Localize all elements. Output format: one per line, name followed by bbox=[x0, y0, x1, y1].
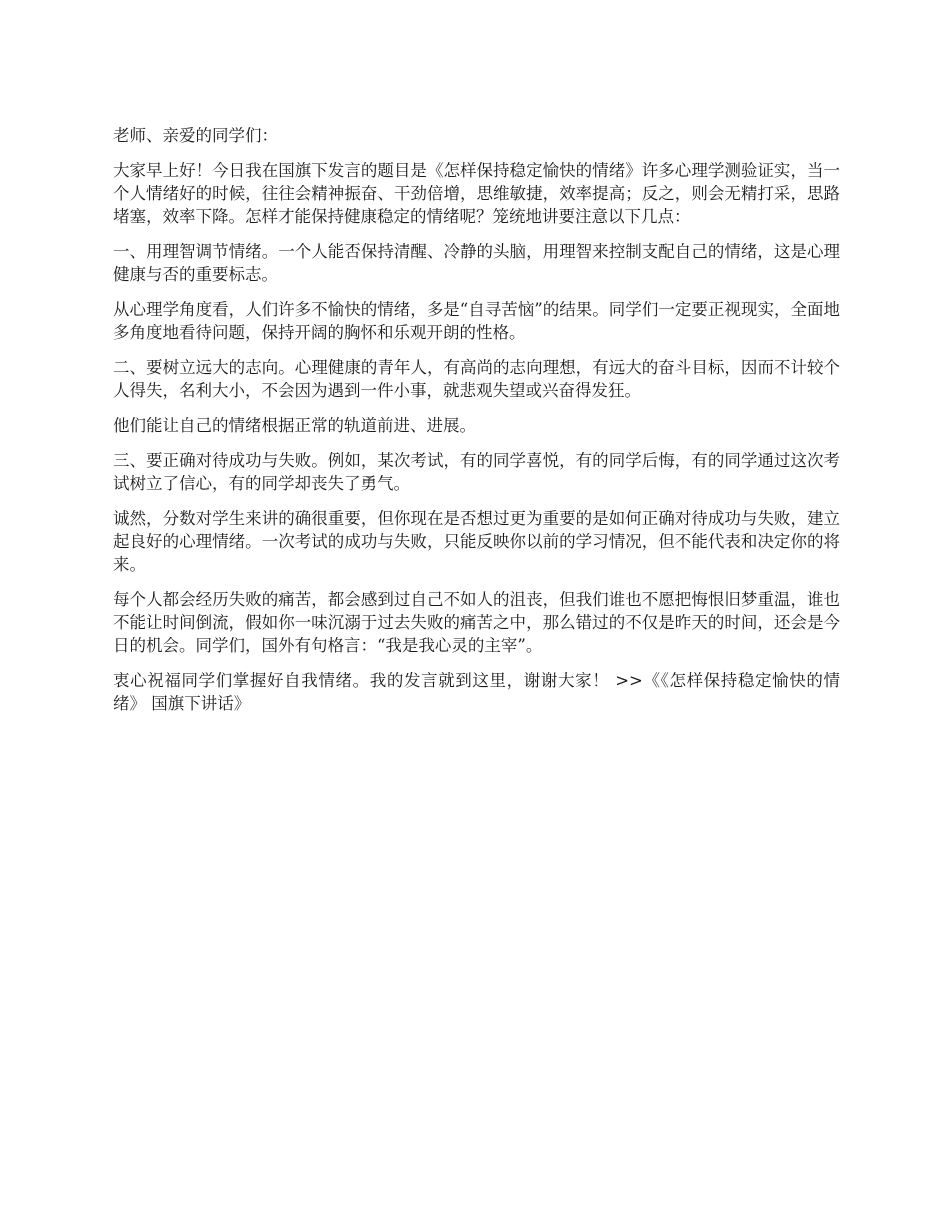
paragraph-point-one-detail: 从心理学角度看，人们许多不愉快的情绪，多是“自寻苦恼”的结果。同学们一定要正视现实，全面地多角度地看待问题，保持开阔的胸怀和乐观开朗的性格。 bbox=[113, 300, 840, 342]
document-body bbox=[113, 124, 840, 727]
paragraph-closing: 衷心祝福同学们掌握好自我情绪。我的发言就到这里，谢谢大家！ >>《《怎样保持稳定愉快的情绪》 国旗下讲话》 bbox=[113, 671, 840, 713]
paragraph-point-three-detail: 诚然，分数对学生来讲的确很重要，但你现在是否想过更为重要的是如何正确对待成功与失败，建立起良好的心理情绪。一次考试的成功与失败，只能反映你以前的学习情况，但不能代表和决定你的将来。 bbox=[113, 509, 840, 574]
paragraph-point-three: 三、要正确对待成功与失败。例如，某次考试，有的同学喜悦，有的同学后悔，有的同学通过这次考试树立了信心，有的同学却丧失了勇气。 bbox=[113, 451, 840, 493]
paragraph-point-two-detail: 他们能让自己的情绪根据正常的轨道前进、进展。 bbox=[113, 416, 476, 435]
paragraph-point-one: 一、用理智调节情绪。一个人能否保持清醒、冷静的头脑，用理智来控制支配自己的情绪，这是心理健康与否的重要标志。 bbox=[113, 242, 840, 284]
paragraph-intro: 大家早上好！今日我在国旗下发言的题目是《怎样保持稳定愉快的情绪》许多心理学测验证实，当一个人情绪好的时候，往往会精神振奋、干劲倍增，思维敏捷，效率提高；反之，则会无精打采，思路堵塞，效率下降。怎样才能保持健康稳定的情绪呢？笼统地讲要注意以下几点： bbox=[113, 161, 840, 226]
paragraph-point-two: 二、要树立远大的志向。心理健康的青年人，有高尚的志向理想，有远大的奋斗目标，因而不计较个人得失，名利大小，不会因为遇到一件小事，就悲观失望或兴奋得发狂。 bbox=[113, 358, 840, 400]
salutation: 老师、亲爱的同学们： bbox=[113, 126, 278, 145]
paragraph-point-three-more: 每个人都会经历失败的痛苦，都会感到过自己不如人的沮丧，但我们谁也不愿把悔恨旧梦重温，谁也不能让时间倒流，假如你一味沉溺于过去失败的痛苦之中，那么错过的不仅是昨天的时间，还会是今日的机会。同学们，国外有句格言：“我是我心灵的主宰”。 bbox=[113, 590, 840, 655]
